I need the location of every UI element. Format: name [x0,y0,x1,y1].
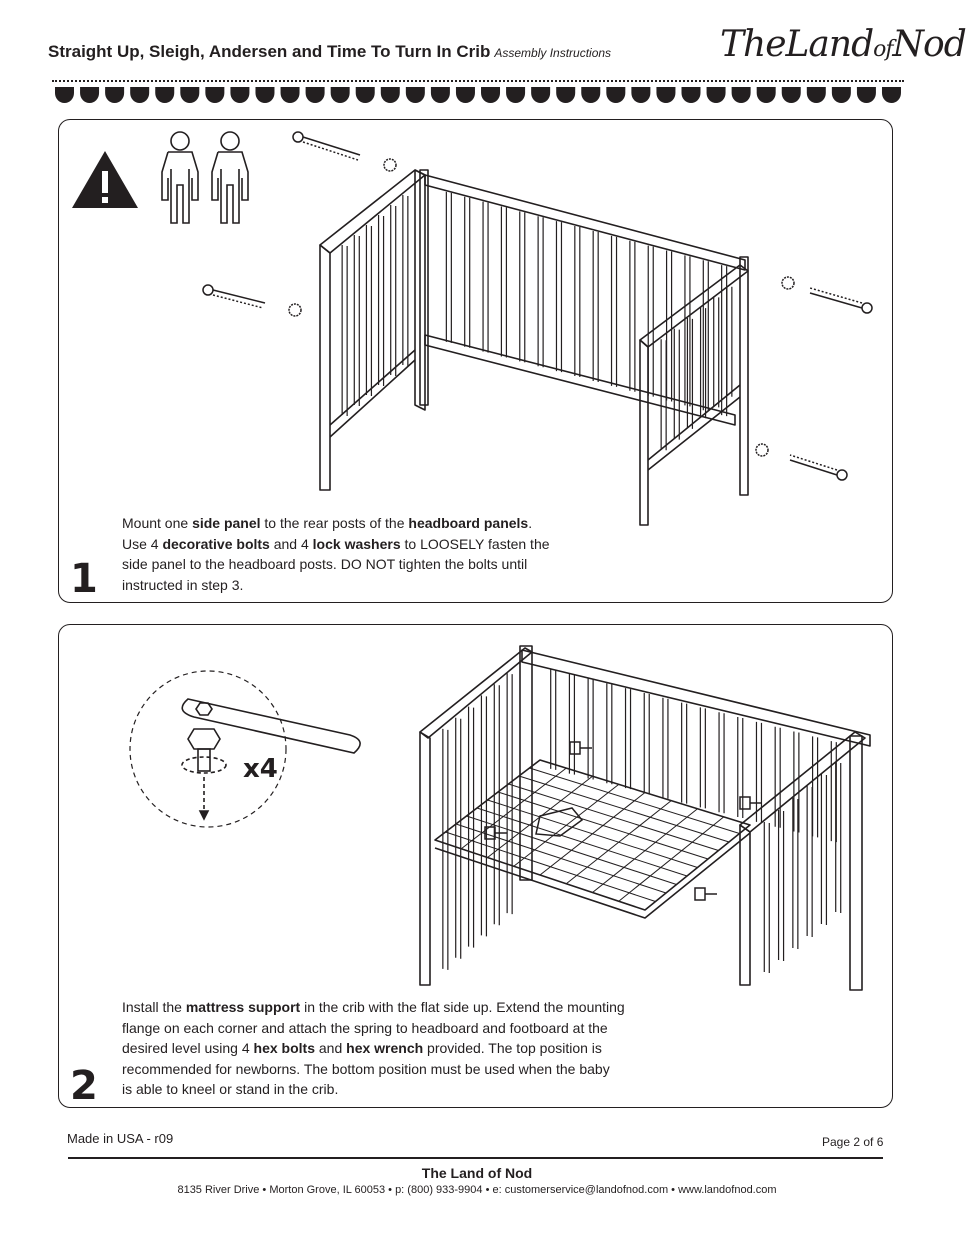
crib-slat [682,703,687,804]
crib-slat [501,207,506,358]
footer-company: The Land of Nod [421,1165,533,1181]
scallop [255,87,274,103]
crib-slat [821,774,826,925]
text-run: Mount one [122,515,193,531]
crib-slat [626,688,631,789]
mattress-support-tag [536,808,582,836]
crib-slat [764,822,769,973]
text-run: to the rear posts of the [260,515,409,531]
crib-slat [556,221,561,372]
dotted-divider [52,80,904,82]
text-run: desired level using 4 [122,1040,254,1056]
crib-slat [443,729,448,970]
step-1-instructions [122,513,592,595]
scallop [205,87,224,103]
hex-bolt-4 [695,888,717,900]
scallop [105,87,124,103]
crib-slat [714,296,719,407]
crib-slat [674,329,679,440]
bold-term: headboard panels [408,515,529,531]
crib-slat [342,245,347,416]
decorative-bolt-4 [756,444,847,480]
scallop-border [52,87,904,105]
crib-slat [507,673,512,914]
scallop [882,87,901,103]
scallop [306,87,325,103]
text-run: provided. The top position is [423,1040,602,1056]
scallop [331,87,350,103]
hex-bolt-icon [182,729,226,819]
scallop [757,87,776,103]
crib-slat [588,678,593,779]
decorative-bolt-2 [203,285,301,316]
scallop [682,87,701,103]
quantity-label: x4 [243,754,278,784]
text-run: flange on each corner and attach the spring to headboard and footboard at the [122,1019,608,1036]
crib-slat [403,195,408,366]
logo-of: of [873,37,893,62]
step-2-number: 2 [70,1063,98,1109]
brand-logo [720,24,966,65]
text-run: and 4 [269,535,313,552]
warning-triangle-icon [72,151,138,208]
crib-slat [520,211,525,362]
scallop [506,87,525,103]
crib-step-2-illustration [410,640,880,1000]
text-run: . [528,515,533,531]
text-run: is able to kneel or stand in the crib. [122,1081,339,1097]
scallop [456,87,475,103]
scallop [531,87,550,103]
scallop [857,87,876,103]
bold-term: lock washers [312,535,401,552]
text-run: to LOOSELY fasten the [400,535,550,552]
crib-slat [775,727,780,828]
scallop [782,87,801,103]
footer-address: 8135 River Drive • Morton Grove, IL 60053 • p: (800) 933-9904 • e: customerservice@landofnod.com • www.landofnod.com [177,1184,777,1196]
crib-slat [494,684,499,925]
title-text: Straight Up, Sleigh, Andersen and Time To Turn In Crib [48,42,491,61]
text-run: and [315,1040,347,1056]
scallop [230,87,249,103]
crib-slat [648,246,653,397]
text-run: Use 4 [122,535,163,552]
text-run: recommended for newborns. The bottom position must be used when the baby [122,1060,610,1077]
crib-slat [727,286,732,397]
crib-slat [612,236,617,387]
made-in-label: Made in USA - r09 [67,1131,174,1146]
scallop [281,87,300,103]
crib-slat [483,202,488,353]
scallop [832,87,851,103]
headboard-panel [425,175,745,270]
crib-slat [569,674,574,775]
crib-slat [593,231,598,382]
crib-slat [481,695,486,936]
crib-slat [446,192,451,343]
logo-nod: Nod [892,24,966,65]
scallop [581,87,600,103]
crib-slat [719,712,724,813]
scallop [381,87,400,103]
scallop [155,87,174,103]
scallop [406,87,425,103]
logo-land: Land [785,24,874,65]
decorative-bolt-1 [293,132,396,171]
scallop [180,87,199,103]
crib-slat [575,226,580,377]
bold-term: hex wrench [346,1040,424,1056]
scallop [631,87,650,103]
crib-slat [354,235,359,406]
scallop [80,87,99,103]
scallop [656,87,675,103]
scallop [431,87,450,103]
crib-slat [700,707,705,808]
crib-slat [779,810,784,961]
end-panel-left [320,170,425,253]
text-run: instructed in step 3. [122,576,244,593]
scallop [556,87,575,103]
crib-slat [391,205,396,376]
crib-slat [644,693,649,794]
crib-slat [663,698,668,799]
document-subtitle: Assembly Instructions [494,46,612,60]
crib-slat [538,216,543,367]
bold-term: side panel [192,515,261,531]
crib-slat [379,215,384,386]
scallop [130,87,149,103]
crib-slat [807,786,812,937]
bold-term: decorative bolts [162,535,270,552]
crib-slat [456,718,461,959]
crib-slat [469,707,474,948]
hex-wrench-detail [130,665,310,845]
scallop [606,87,625,103]
bold-term: hex bolts [253,1040,315,1056]
logo-the: The [720,24,786,65]
scallop [481,87,500,103]
step-1-number: 1 [70,556,98,602]
bolts-and-washers [203,132,872,480]
decorative-bolt-3 [782,277,872,313]
crib-slat [813,736,818,837]
text-run: in the crib with the flat side up. Extend the mounting [300,999,625,1015]
text-run: side panel to the headboard posts. DO NOT tighten the bolts until [122,556,528,572]
crib-slat [607,683,612,784]
page-number: Page 2 of 6 [822,1135,884,1149]
bold-term: mattress support [185,999,301,1015]
scallop [732,87,751,103]
crib-slat [551,669,556,770]
document-title [48,42,611,62]
scallop [55,87,74,103]
scallop [356,87,375,103]
scallop [807,87,826,103]
crib-step-1-illustration [190,125,890,505]
crib-slat [667,250,672,401]
crib-slat [661,339,666,450]
text-run: Install the [122,999,186,1015]
crib-slat [465,197,470,348]
crib-slat [366,225,371,396]
scallop [707,87,726,103]
crib-slat [630,241,635,392]
footer-rule [68,1157,883,1159]
step-2-instructions [122,997,722,1100]
